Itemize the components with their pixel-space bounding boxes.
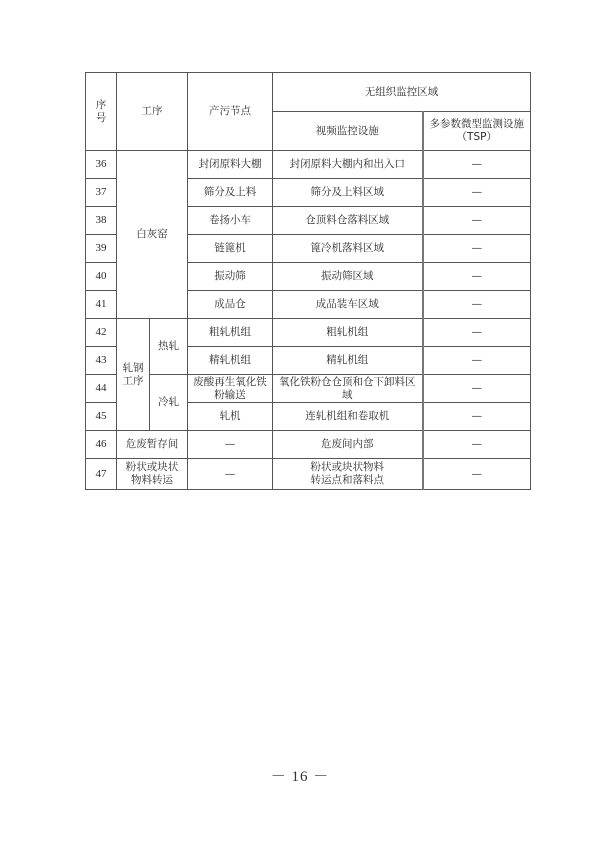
row-number: 46 [86,431,117,459]
pollution-node: 链篦机 [188,235,273,263]
pollution-node: 筛分及上料 [188,179,273,207]
header-video-facility: 视频监控设施 [273,112,423,151]
header-seq: 序 号 [86,73,117,151]
tsp-value: — [423,375,531,403]
pollution-node: 成品仓 [188,291,273,319]
row-number: 45 [86,403,117,431]
tsp-value: — [423,235,531,263]
pollution-node: 精轧机组 [188,347,273,375]
tsp-value: — [423,403,531,431]
video-facility: 精轧机组 [273,347,423,375]
tsp-value: — [423,319,531,347]
tsp-value: — [423,431,531,459]
table-row [86,431,531,459]
header-pollution-node: 产污节点 [188,73,273,151]
row-number: 38 [86,207,117,235]
video-facility: 连轧机组和卷取机 [273,403,423,431]
row-number: 36 [86,151,117,179]
pollution-node: 封闭原料大棚 [188,151,273,179]
pollution-node: — [188,431,273,459]
table-row [86,459,531,490]
tsp-value: — [423,291,531,319]
process-name: 粉状或块状 物料转运 [117,459,188,490]
video-facility: 危废间内部 [273,431,423,459]
row-number: 47 [86,459,117,490]
video-facility: 振动筛区域 [273,263,423,291]
row-number: 43 [86,347,117,375]
table-row [86,375,531,403]
table-row [86,319,531,347]
video-facility: 封闭原料大棚内和出入口 [273,151,423,179]
tsp-value: — [423,459,531,490]
row-number: 40 [86,263,117,291]
table-row [86,151,531,179]
tsp-value: — [423,179,531,207]
process-group-rolling: 轧钢 工序 [117,319,150,431]
pollution-node: 振动筛 [188,263,273,291]
pollution-node: 卷扬小车 [188,207,273,235]
tsp-value: — [423,263,531,291]
subprocess-cold-rolling: 冷轧 [150,375,188,431]
tsp-value: — [423,151,531,179]
row-number: 37 [86,179,117,207]
video-facility: 粗轧机组 [273,319,423,347]
pollution-node: — [188,459,273,490]
row-number: 39 [86,235,117,263]
header-fugitive-area: 无组织监控区域 [273,73,531,112]
pollution-node: 轧机 [188,403,273,431]
video-facility: 篦冷机落料区域 [273,235,423,263]
pollution-node: 废酸再生氧化铁 粉输送 [188,375,273,403]
header-micro-monitor: 多参数微型监测设施 （TSP） [423,112,531,151]
process-name: 危废暂存间 [117,431,188,459]
video-facility: 筛分及上料区域 [273,179,423,207]
row-number: 41 [86,291,117,319]
video-facility: 仓顶料仓落料区域 [273,207,423,235]
video-facility: 氧化铁粉仓仓顶和仓下卸料区 域 [273,375,423,403]
tsp-value: — [423,347,531,375]
row-number: 44 [86,375,117,403]
video-facility: 成品装车区域 [273,291,423,319]
monitoring-table [85,72,531,490]
tsp-value: — [423,207,531,235]
process-group-lime-kiln: 白灰窑 [117,151,188,319]
video-facility: 粉状或块状物料 转运点和落料点 [273,459,423,490]
page-number: － 16 － [270,769,330,785]
subprocess-hot-rolling: 热轧 [150,319,188,375]
header-row-top [86,73,531,112]
header-process: 工序 [117,73,188,151]
pollution-node: 粗轧机组 [188,319,273,347]
row-number: 42 [86,319,117,347]
